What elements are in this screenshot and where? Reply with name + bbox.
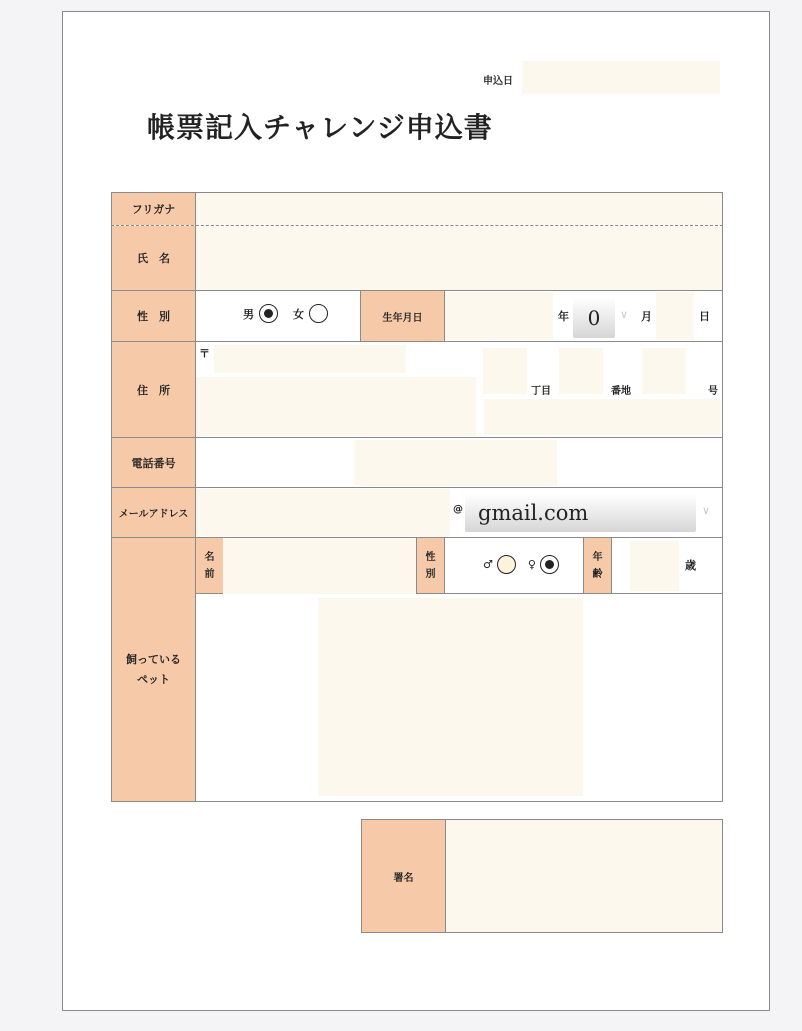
column-divider xyxy=(444,538,445,594)
gender-male-radio[interactable] xyxy=(259,304,278,323)
gender-radio-group xyxy=(243,304,328,323)
gender-female-radio[interactable] xyxy=(309,304,328,323)
birth-day-input[interactable] xyxy=(656,292,694,340)
gender-male-label: 男 xyxy=(243,307,254,321)
go-unit: 号 xyxy=(708,386,718,397)
page-title: 帳票記入チャレンジ申込書 xyxy=(147,111,493,144)
year-unit: 年 xyxy=(558,310,569,323)
birth-month-select[interactable]: 0 xyxy=(573,298,615,338)
pet-age-unit: 歳 xyxy=(685,559,696,572)
address-city-input[interactable] xyxy=(196,377,476,436)
pet-notes-input[interactable] xyxy=(318,598,583,796)
pet-gender-label: 性 別 xyxy=(417,538,444,593)
email-local-input[interactable] xyxy=(196,489,450,536)
name-input[interactable] xyxy=(196,226,722,290)
gender-label: 性 別 xyxy=(112,291,195,341)
banchi-unit: 番地 xyxy=(611,386,631,397)
email-domain-select[interactable]: gmail.com xyxy=(465,494,696,532)
female-symbol-icon: ♀ xyxy=(527,558,536,571)
application-date-label: 申込日 xyxy=(483,76,513,87)
column-divider xyxy=(611,538,612,594)
pet-age-input[interactable] xyxy=(630,541,679,591)
gender-female-label: 女 xyxy=(293,307,304,321)
row-divider xyxy=(111,341,723,342)
signature-input[interactable] xyxy=(446,820,722,932)
signature-label: 署名 xyxy=(362,820,445,932)
pet-male-radio[interactable] xyxy=(497,555,516,574)
pet-female-radio[interactable] xyxy=(540,555,559,574)
pet-gender-radio-group xyxy=(483,555,559,574)
pet-age-label: 年 齢 xyxy=(584,538,611,593)
phone-label: 電話番号 xyxy=(112,438,195,487)
day-unit: 日 xyxy=(699,310,710,323)
birth-year-input[interactable] xyxy=(445,292,553,340)
male-symbol-icon: ♂ xyxy=(483,558,493,571)
row-divider xyxy=(111,487,723,488)
address-label: 住 所 xyxy=(112,342,195,437)
postal-code-input[interactable] xyxy=(214,345,406,373)
chevron-down-icon: ∨ xyxy=(702,504,711,517)
pet-name-input[interactable] xyxy=(223,539,416,594)
email-at: @ xyxy=(453,504,463,515)
building-input[interactable] xyxy=(484,399,721,435)
birthdate-label: 生年月日 xyxy=(361,291,444,341)
banchi-input[interactable] xyxy=(559,348,603,394)
pet-name-label: 名 前 xyxy=(196,538,223,593)
chome-unit: 丁目 xyxy=(531,386,551,397)
furigana-input[interactable] xyxy=(196,193,722,225)
postal-mark: 〒 xyxy=(199,347,210,360)
pet-section-label: 飼っている ペット xyxy=(112,538,195,801)
application-date-input[interactable] xyxy=(522,61,720,94)
form-page xyxy=(62,11,770,1011)
name-label: 氏 名 xyxy=(112,226,195,290)
chevron-down-icon: ∨ xyxy=(620,308,629,321)
email-label: メールアドレス xyxy=(112,488,195,537)
furigana-label: フリガナ xyxy=(112,193,195,225)
go-input[interactable] xyxy=(642,348,686,394)
month-unit: 月 xyxy=(641,310,652,323)
chome-input[interactable] xyxy=(483,348,527,394)
phone-input[interactable] xyxy=(354,440,557,486)
row-divider xyxy=(111,437,723,438)
